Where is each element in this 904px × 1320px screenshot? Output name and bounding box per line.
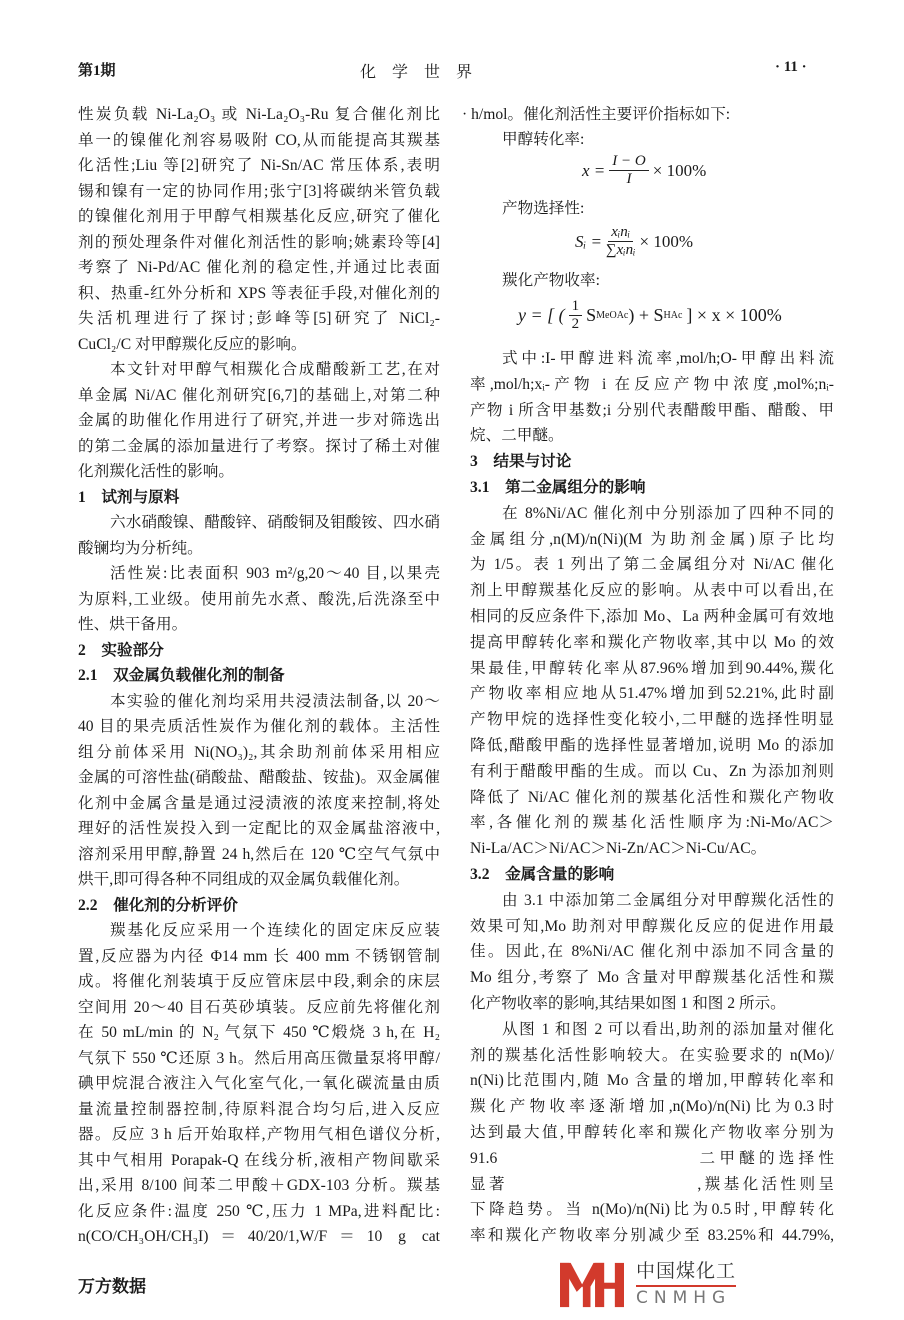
section-heading: 2 实验部分 bbox=[78, 641, 164, 659]
issue-number: 第1期 bbox=[78, 63, 116, 79]
text-line: 羰化产物收率逐渐增加,n(Mo)/n(Ni)比为0.3时 bbox=[470, 1098, 834, 1116]
text-line: 组分前体采用 Ni(NO₃)₂,其余助剂前体采用相应 bbox=[78, 743, 440, 761]
right-column bbox=[470, 346, 834, 1249]
text-line: 降低了 Ni/AC 催化剂的羰基化活性和羰化产物收 bbox=[470, 788, 834, 806]
text-line: 在 50 mL/min 的 N₂ 气氛下 450 ℃煅烧 3 h,在 H₂ bbox=[78, 1024, 440, 1041]
text-line: 佳。因此,在 8%Ni/AC 催化剂中添加不同含量的 bbox=[470, 943, 834, 961]
text-line: 溶剂采用甲醇,静置 24 h,然后在 120 ℃空气气氛中 bbox=[78, 845, 440, 863]
text-line: 出,采用 8/100 间苯二甲酸＋GDX-103 分析。羰基 bbox=[78, 1177, 440, 1194]
text-line: n(Ni)比范围内,随 Mo 含量的增加,甲醇转化率和 bbox=[470, 1072, 834, 1090]
denominator: I bbox=[626, 171, 632, 187]
text-line: 式中:I-甲醇进料流率,mol/h;O-甲醇出料流 bbox=[502, 350, 834, 367]
text-line: 本实验的催化剂均采用共浸渍法制备,以 20～ bbox=[110, 692, 440, 710]
section-heading: 2.1 双金属负载催化剂的制备 bbox=[78, 667, 285, 684]
page-number: · 11 · bbox=[775, 59, 807, 75]
text-line: 果最佳,甲醇转化率从87.96%增加到90.44%,羰化 bbox=[470, 659, 834, 677]
text-line: 91.6 二甲醚的选择性 bbox=[470, 1149, 834, 1167]
formula-tail: ] × x × 100% bbox=[686, 305, 782, 325]
text-line: 金属的可溶性盐(硝酸盐、醋酸盐、铵盐)。双金属催 bbox=[78, 769, 440, 786]
text-line: 显著 ,羰基化活性则呈 bbox=[470, 1175, 834, 1193]
text-line: 产物甲烷的选择性变化较小,二甲醚的选择性明显 bbox=[470, 711, 834, 729]
text-line: 效果可知,Mo 助剂对甲醇羰化反应的促进作用最 bbox=[470, 917, 834, 935]
text-line: CuCl₂/C 对甲醇羰化反应的影响。 bbox=[78, 335, 307, 353]
subscript-hac: HAc bbox=[663, 310, 683, 321]
text-line: 单金属 Ni/AC 催化剂研究[6,7]的基础上,对第二种 bbox=[78, 386, 440, 404]
formula-lhs: x = bbox=[582, 160, 606, 180]
watermark-cn-text: 中国煤化工 bbox=[636, 1260, 737, 1282]
text-line: 其中气相用 Porapak-Q 在线分析,液相产物间歇采 bbox=[78, 1151, 440, 1169]
text-line: 量流量控制器控制,待原料混合均匀后,进入反应 bbox=[78, 1100, 440, 1118]
left-column bbox=[78, 102, 440, 1250]
text-line: Mo 组分,考察了 Mo 含量对甲醇羰基化活性和羰 bbox=[470, 969, 834, 987]
section-heading: 3.1 第二金属组分的影响 bbox=[470, 478, 646, 496]
selectivity-formula bbox=[575, 224, 693, 259]
text-line: 气氛下 550 ℃还原 3 h。然后用高压微量泵将甲醇/ bbox=[78, 1049, 440, 1067]
text-line: 化反应条件:温度 250 ℃,压力 1 MPa,进料配比: bbox=[78, 1202, 440, 1220]
text-line: · h/mol。催化剂活性主要评价指标如下: bbox=[462, 106, 731, 123]
section-heading: 1 试剂与原料 bbox=[78, 488, 180, 506]
text-line: 由 3.1 中添加第二金属组分对甲醇羰化活性的 bbox=[502, 891, 834, 909]
conversion-label: 甲醇转化率: bbox=[502, 131, 585, 148]
text-line: 金属的助催化作用进行了研究,并进一步对筛选出 bbox=[78, 412, 440, 429]
numerator: 1 bbox=[569, 298, 583, 316]
text-line: n(CO/CH₃OH/CH₃I)＝40/20/1,W/F＝10 g cat bbox=[78, 1228, 440, 1245]
text-line: 化活性;Liu 等[2]研究了 Ni-Sn/AC 常压体系,表明 bbox=[78, 157, 440, 174]
watermark-logo-icon bbox=[560, 1262, 624, 1308]
text-line: 提高甲醇转化率和羰化产物收率,其中以 Mo 的效 bbox=[470, 633, 834, 651]
text-line: 为 1/5。表 1 列出了第二金属组分对 Ni/AC 催化 bbox=[470, 556, 834, 574]
text-line: 空间用 20～40 目石英砂填装。反应前先将催化剂 bbox=[78, 998, 440, 1016]
text-line: 剂上甲醇羰基化反应的影响。从表中可以看出,在 bbox=[470, 582, 834, 600]
text-line: 酸镧均为分析纯。 bbox=[78, 539, 203, 557]
text-line: 剂的预处理条件对催化剂活性的影响;姚素玲等[4] bbox=[78, 233, 440, 251]
text-line: 40 目的果壳质活性炭作为催化剂的载体。主活性 bbox=[78, 718, 440, 735]
section-heading: 3.2 金属含量的影响 bbox=[470, 865, 615, 883]
text-line: 烷、二甲醚。 bbox=[470, 427, 564, 445]
text-line: 剂的羰基化活性影响较大。在实验要求的 n(Mo)/ bbox=[470, 1046, 834, 1064]
text-line: 的第二金属的添加量进行了考察。探讨了稀土对催 bbox=[78, 437, 440, 455]
formula-lhs: y = [ ( bbox=[518, 305, 565, 325]
text-line: 相同的反应条件下,添加 Mo、La 两种金属可有效地 bbox=[470, 607, 834, 625]
text-line: 置,反应器为内径 Φ14 mm 长 400 mm 不锈钢管制 bbox=[78, 947, 440, 965]
denominator: 2 bbox=[571, 316, 580, 332]
formula-lhs: Sᵢ = bbox=[575, 231, 602, 251]
denominator: ∑xᵢnᵢ bbox=[605, 242, 636, 258]
watermark bbox=[560, 1262, 840, 1312]
subscript-meoac: MeOAc bbox=[596, 310, 629, 321]
text-line: 率,各催化剂的羰基化活性顺序为:Ni-Mo/AC＞ bbox=[470, 814, 834, 832]
text-line: 积、热重-红外分析和 XPS 等表征手段,对催化剂的 bbox=[78, 284, 440, 302]
text-line: 碘甲烷混合液注入气化室气化,一氧化碳流量由质 bbox=[78, 1075, 440, 1092]
text-line: 活性炭:比表面积 903 m²/g,20～40 目,以果壳 bbox=[110, 565, 440, 582]
text-line: 化产物收率的影响,其结果如图 1 和图 2 所示。 bbox=[470, 994, 786, 1012]
text-line: 有利于醋酸甲酯的生成。而以 Cu、Zn 为添加剂则 bbox=[470, 762, 834, 780]
text-line: 产物 i 所含甲基数;i 分别代表醋酸甲酯、醋酸、甲 bbox=[470, 401, 834, 419]
watermark-rule bbox=[636, 1285, 736, 1287]
text-line: 本文针对甲醇气相羰化合成醋酸新工艺,在对 bbox=[110, 361, 440, 378]
text-line: 率,mol/h;xᵢ-产物 i 在反应产物中浓度,mol%;nᵢ- bbox=[470, 375, 834, 393]
selectivity-label: 产物选择性: bbox=[502, 200, 585, 217]
text-line: 的镍催化剂用于甲醇气相羰基化反应,研究了催化 bbox=[78, 208, 440, 225]
text-line: 化剂羰化活性的影响。 bbox=[78, 463, 234, 480]
text-line: 烘干,即可得各种不同组成的双金属负载催化剂。 bbox=[78, 871, 410, 888]
text-line: 失活机理进行了探讨;彭峰等[5]研究了 NiCl₂- bbox=[78, 310, 440, 327]
journal-title: 化 学 世 界 bbox=[360, 64, 473, 81]
text-line: 达到最大值,甲醇转化率和羰化产物收率分别为 bbox=[470, 1123, 834, 1141]
numerator: I − O bbox=[609, 153, 648, 171]
text-line: 下降趋势。当 n(Mo)/n(Ni)比为0.5时,甲醇转化 bbox=[470, 1201, 834, 1219]
conversion-formula bbox=[582, 153, 706, 188]
text-line: 单一的镍催化剂容易吸附 CO,从而能提高其羰基 bbox=[78, 131, 440, 149]
yield-formula bbox=[518, 298, 782, 333]
text-line: 在 8%Ni/AC 催化剂中分别添加了四种不同的 bbox=[502, 504, 834, 522]
text-line: 器。反应 3 h 后开始取样,产物用气相色谱仪分析, bbox=[78, 1126, 440, 1143]
text-line: 金属组分,n(M)/n(Ni)(M 为助剂金属)原子比均 bbox=[470, 530, 834, 548]
text-line: 锡和镍有一定的协同作用;张宁[3]将碳纳米管负载 bbox=[78, 182, 440, 200]
text-line: 从图 1 和图 2 可以看出,助剂的添加量对催化 bbox=[502, 1020, 834, 1038]
yield-label: 羰化产物收率: bbox=[502, 272, 600, 289]
footer-source: 万方数据 bbox=[78, 1277, 146, 1297]
text-line: 率和羰化产物收率分别减少至 83.25%和 44.79%, bbox=[470, 1227, 834, 1245]
section-heading: 3 结果与讨论 bbox=[470, 453, 572, 471]
text-line: Ni-La/AC＞Ni/AC＞Ni-Zn/AC＞Ni-Cu/AC。 bbox=[470, 840, 767, 858]
text-line: 性、烘干备用。 bbox=[78, 616, 188, 633]
text-line: 羰基化反应采用一个连续化的固定床反应装 bbox=[110, 922, 440, 939]
text-line: 理好的活性炭投入到一定配比的双金属盐溶液中, bbox=[78, 820, 440, 837]
text-line: 产物收率相应地从51.47%增加到52.21%,此时副 bbox=[470, 685, 834, 703]
formula-plus: ) + S bbox=[628, 305, 664, 325]
text-line: 化剂中金属含量是通过浸渍液的浓度来控制,将处 bbox=[78, 794, 440, 812]
text-line: 考察了 Ni-Pd/AC 催化剂的稳定性,并通过比表面 bbox=[78, 259, 440, 276]
text-line: 为原料,工业级。使用前先水煮、酸洗,后洗涤至中 bbox=[78, 590, 440, 608]
watermark-en-text: CNMHG bbox=[636, 1288, 732, 1308]
text-line: 性炭负载 Ni-La₂O₃ 或 Ni-La₂O₃-Ru 复合催化剂比 bbox=[78, 106, 440, 123]
formula-tail: × 100% bbox=[639, 231, 694, 251]
section-heading: 2.2 催化剂的分析评价 bbox=[78, 896, 238, 914]
formula-s: S bbox=[586, 305, 597, 325]
formula-tail: × 100% bbox=[652, 160, 707, 180]
numerator: xᵢnᵢ bbox=[608, 224, 633, 242]
text-line: 降低,醋酸甲酯的选择性显著增加,说明 Mo 的添加 bbox=[470, 736, 834, 754]
text-line: 成。将催化剂装填于反应管床层中段,剩余的床层 bbox=[78, 973, 440, 990]
text-line: 六水硝酸镍、醋酸锌、硝酸铜及钼酸铵、四水硝 bbox=[110, 514, 440, 531]
